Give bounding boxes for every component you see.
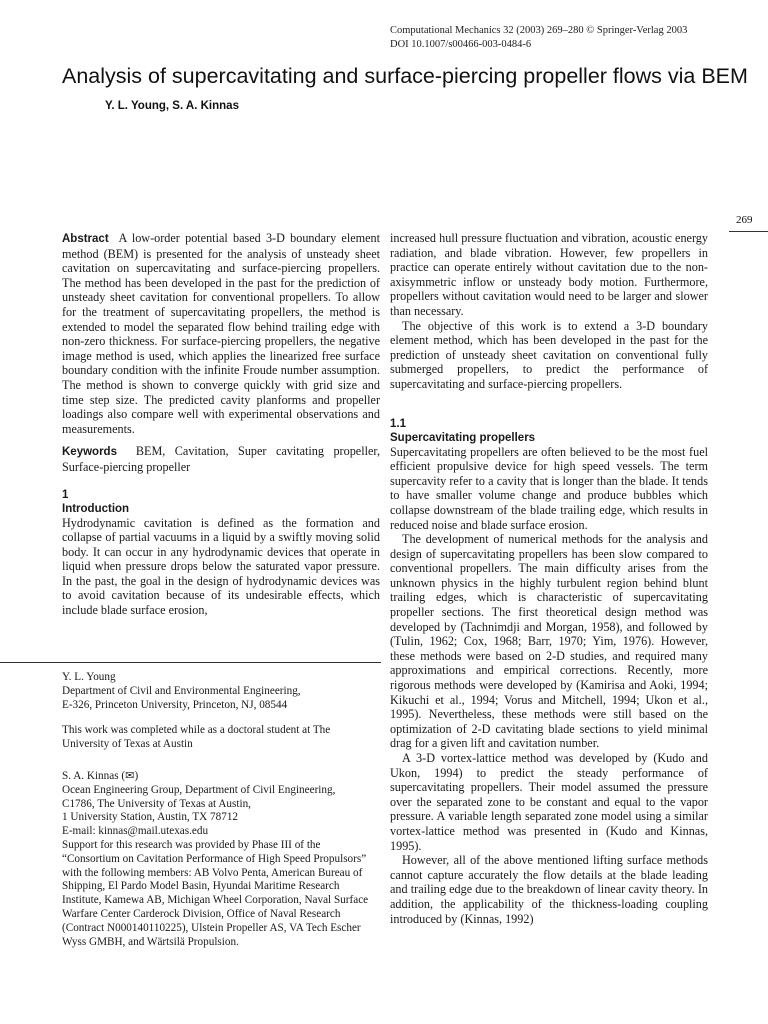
- paragraph: The objective of this work is to extend a 3-D boundary element method, which has been developed in the past for the prediction of unsteady sheet cavitation on conventional fully submerged propellers, to predict the performance of supercavitating and surface-piercing propellers.: [390, 318, 708, 391]
- subsection-number: 1.1: [390, 417, 406, 430]
- paragraph: Hydrodynamic cavitation is defined as the formation and collapse of partial vacuums in a liquid by a swiftly moving solid body. It can occur in any hydrodynamic devices that operate in liquid when pressure drops below the saturated vapor pressure. In the past, the goal in the design of hydrodynamic devices was to avoid cavitation because of its undesirable effects, which include blade surface erosion,: [62, 515, 380, 618]
- section-number: 1: [62, 488, 69, 501]
- page-number-rule: [729, 231, 768, 232]
- paragraph: A 3-D vortex-lattice method was developed by (Kudo and Ukon, 1994) to predict the steady performance of supercavitating propellers. Their model assumed the pressure over the separated zone to be constant and equal to the vapor pressure. A variable length separated zone model using a similar vortex-lattice method was presented in (Kudo and Kinnas, 1995).: [390, 751, 708, 853]
- keywords: [62, 444, 380, 474]
- paragraph: However, all of the above mentioned lifting surface methods cannot capture accurately the flow details at the blade leading and trailing edge due to the breakdown of linear cavity theory. In addition, the applicability of the thickness-loading coupling introduced by (Kinnas, 1992): [390, 853, 708, 926]
- page-number: 269: [736, 214, 753, 226]
- section-title: Introduction: [62, 502, 130, 515]
- journal-doi: DOI 10.1007/s00466-003-0484-6: [390, 39, 532, 50]
- abstract-label: Abstract: [62, 233, 109, 245]
- subsection-title: Supercavitating propellers: [390, 431, 536, 444]
- abstract: [62, 231, 380, 436]
- left-column: [62, 231, 380, 618]
- journal-header: [390, 24, 687, 52]
- paragraph: increased hull pressure fluctuation and vibration, acoustic energy radiation, and blade vibration. However, few propellers in practice can operate entirely without cavitation due to the non-axisymmetric inflow or unsteady body motion. Furthermore, propellers without cavitation would need to be larger and slower than necessary.: [390, 231, 708, 318]
- paragraph: The development of numerical methods for the analysis and design of supercavitating propellers has been slow compared to conventional propellers. The main difficulty arises from the unknown physics in the highly turbulent region behind blunt trailing edges, which is characteristic of supercavitating propeller sections. The first theoretical design method was developed by (Tachnimdji and Morgan, 1958), and followed by (Tulin, 1962; Cox, 1968; Barr, 1970; Yim, 1976). However, these methods were based on 2-D studies, and required many approximations and empirical corrections. Recently, more rigorous methods were developed by (Kamirisa and Aoki, 1994; Kikuchi et al., 1994; Vorus and Mitchell, 1994; Ukon et al., 1995). Nevertheless, these methods were still based on the optimization of 2-D cavitating blade sections to yield minimal drag for a given lift and cavitation number.: [390, 532, 708, 751]
- author2-address-2: 1 University Station, Austin, TX 78712: [62, 811, 239, 824]
- paragraph: Supercavitating propellers are often believed to be the most fuel efficient propulsive device for high speed vessels. The term supercavity refer to a cavity that is longer than the blade. It tends to have smaller volume change and produce bubbles which collapse downstream of the blade trailing edge, which results in reduced noise and blade surface erosion.: [390, 444, 708, 532]
- paper-title: Analysis of supercavitating and surface-piercing propeller flows via BEM: [62, 64, 748, 88]
- author2-email[interactable]: E-mail: kinnas@mail.utexas.edu: [62, 825, 209, 838]
- author1-address: E-326, Princeton University, Princeton, NJ, 08544: [62, 698, 288, 711]
- keywords-label: Keywords: [62, 446, 117, 459]
- funding-note: Support for this research was provided by Phase III of the “Consortium on Cavitation Performance of High Speed Propulsors” with the following members: AB Volvo Penta, American Bureau of Shipping, El Pardo Model Basin, Hyundai Maritime Research Institute, Kamewa AB, Michigan Wheel Corporation, Naval Surface Warfare Center Carderock Division, Office of Naval Research (Contract N000140110225), Ulstein Propeller AS, VA Tech Escher Wyss GMBH, and Wärtsilä Propulsion.: [62, 839, 369, 948]
- author1-dept: Department of Civil and Environmental Engineering,: [62, 684, 301, 697]
- author2-affiliation: [62, 770, 380, 839]
- author2-name: S. A. Kinnas (✉): [62, 770, 139, 782]
- author1-affiliation: [62, 671, 380, 712]
- paper-authors: Y. L. Young, S. A. Kinnas: [105, 100, 239, 112]
- right-column: [390, 231, 708, 926]
- journal-citation: Computational Mechanics 32 (2003) 269–280 © Springer-Verlag 2003: [390, 25, 688, 36]
- keywords-text: BEM, Cavitation, Super cavitating propeller, Surface-piercing propeller: [62, 444, 380, 474]
- work-note: This work was completed while as a doctoral student at The University of Texas at Austin: [62, 724, 331, 750]
- author1-name: Y. L. Young: [62, 671, 116, 683]
- abstract-text: A low-order potential based 3-D boundary element method (BEM) is presented for the analysis of unsteady sheet cavitation on supercavitating and surface-piercing propellers. The method has been developed in the past for the prediction of unsteady sheet cavitation for conventional propellers. To allow for the treatment of supercavitating propellers, the method is extended to model the separated flow behind trailing edge with non-zero thickness. For surface-piercing propellers, the negative image method is used, which applies the linearized free surface boundary condition with the infinite Froude number assumption. The method is shown to converge quickly with grid size and time step size. The predicted cavity planforms and propeller loadings also compare well with experimental observations and measurements.: [62, 231, 380, 436]
- footnote-rule: [0, 662, 381, 663]
- author2-address-1: C1786, The University of Texas at Austin,: [62, 797, 251, 810]
- author2-dept: Ocean Engineering Group, Department of Civil Engineering,: [62, 783, 336, 796]
